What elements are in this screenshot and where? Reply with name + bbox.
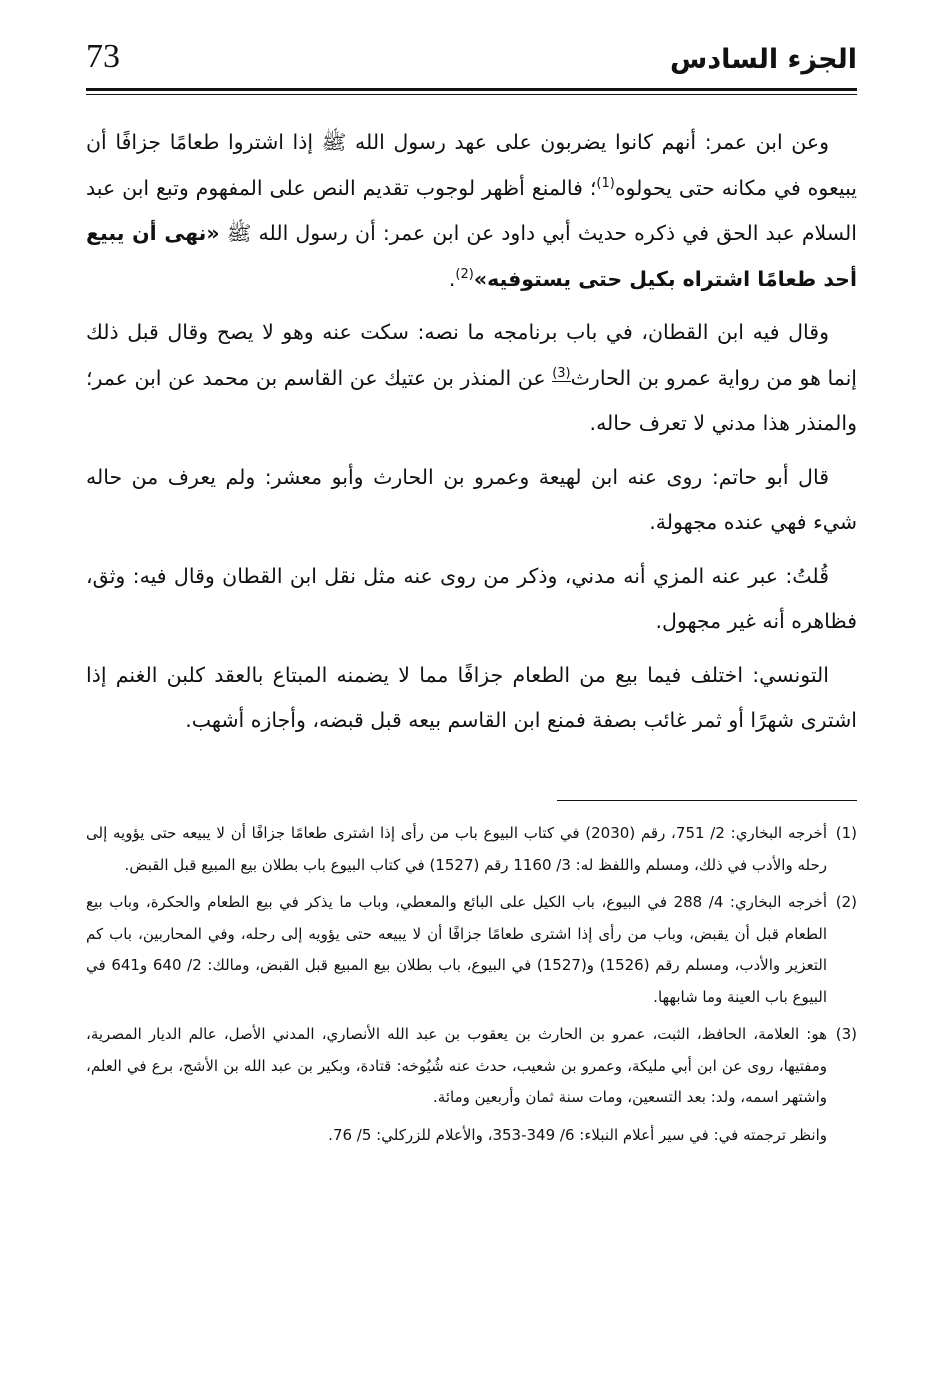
footnote-ref-2[interactable]: (2) bbox=[455, 266, 474, 282]
footnotes bbox=[86, 818, 857, 1151]
footnote-text: أخرجه البخاري: 2/ 751، رقم (2030) في كتاب البيوع باب من رأى إذا اشترى طعامًا جزافًا أن لا يبيعه حتى يؤويه إلى رحله والأدب في ذلك، ومسلم واللفظ له: 3/ 1160 رقم (1527) في كتاب البيوع باب بطلان بيع المبيع قبل القبض. bbox=[86, 824, 827, 874]
page-number: 73 bbox=[86, 38, 120, 75]
footnote-text: هو: العلامة، الحافظ، الثبت، عمرو بن الحارث بن يعقوب بن عبد الله الأنصاري، المدني الأصل، عالم الديار المصرية، ومفتيها، روى عن ابن أبي مليكة، وعمرو بن شعيب، حدث عنه شُيُوخه: قتادة، وبكير بن عبد الله بن الأشج، برع في العلم، واشتهر اسمه، ولد: بعد التسعين، ومات سنة ثمان وأربعين ومائة. bbox=[86, 1025, 827, 1106]
p2-line2b: عن المنذر بن عتيك عن القاسم بن محمد bbox=[202, 365, 553, 390]
main-text bbox=[86, 120, 857, 752]
footnote-2 bbox=[86, 887, 857, 1013]
p1-line2b: ؛ فالمنع أظهر لوجوب تقديم النص على bbox=[269, 175, 597, 200]
footnote-3-continuation: وانظر ترجمته في: في سير أعلام النبلاء: 6/ 349-353، والأعلام للزركلي: 5/ 76. bbox=[328, 1125, 827, 1144]
footnote-number: (2) bbox=[835, 893, 858, 911]
footnote-1 bbox=[86, 818, 857, 881]
paragraph-4: قُلتُ: عبر عنه المزي أنه مدني، وذكر من روى عنه مثل نقل ابن القطان وقال فيه: وثق، فظاهره أنه غير مجهول. bbox=[86, 563, 857, 633]
footnote-divider bbox=[557, 800, 857, 801]
p1-line2a: جزافًا أن يبيعوه في مكانه حتى يحولوه bbox=[86, 130, 857, 200]
footnote-ref-1[interactable]: (1) bbox=[596, 175, 615, 191]
footnote-ref-3[interactable]: (3) bbox=[552, 365, 571, 381]
p2-line2a: ذلك إنما هو من رواية عمرو بن الحارث bbox=[86, 320, 858, 390]
header-rule-thin bbox=[86, 94, 857, 95]
hadith-quote: «نهى أن يبيع أحد طعامًا اشتراه بكيل حتى يستوفيه» bbox=[86, 221, 857, 291]
p1-end: . bbox=[448, 266, 456, 291]
header-rule-thick bbox=[86, 88, 857, 91]
p1-line4a: رسول الله ﷺ bbox=[219, 221, 348, 245]
paragraph-1 bbox=[86, 120, 857, 302]
p2-line3: عن ابن عمر؛ والمنذر هذا مدني لا تعرف حاله. bbox=[86, 365, 857, 435]
paragraph-5: التونسي: اختلف فيما بيع من الطعام جزافًا مما لا يضمنه المبتاع بالعقد كلبن الغنم إذا اشترى شهرًا أو ثمر غائب بصفة فمنع ابن القاسم بيعه قبل قبضه، وأجازه أشهب. bbox=[86, 662, 857, 732]
page-header bbox=[86, 36, 857, 88]
paragraph-3: قال أبو حاتم: روى عنه ابن لهيعة وعمرو بن الحارث وأبو معشر: ولم يعرف من حاله شيء فهي عنده مجهولة. bbox=[86, 464, 857, 534]
p2-line1: وقال فيه ابن القطان، في باب برنامجه ما نصه: سكت عنه وهو لا يصح وقال قبل bbox=[127, 320, 829, 344]
p1-line1: وعن ابن عمر: أنهم كانوا يضربون على عهد رسول الله ﷺ إذا اشتروا طعامًا bbox=[169, 130, 829, 154]
paragraph-2 bbox=[86, 310, 857, 447]
running-title: الجزء السادس bbox=[670, 44, 857, 75]
footnote-text: أخرجه البخاري: 4/ 288 في البيوع، باب الكيل على البائع والمعطي، وباب ما يذكر في بيع الطعام والحكرة، وباب بيع الطعام قبل أن يقبض، وباب من رأى إذا اشترى طعامًا جزافًا أن لا يبيعه حتى يؤويه إلى رحله، وفي المحاربين، باب كم التعزير والأدب، ومسلم رقم (1526) و(1527) في البيوع، باب بطلان بيع المبيع قبل القبض، ومالك: 2/ 640 و641 في البيوع باب العينة وما شابهها. bbox=[86, 893, 828, 1006]
footnote-number: (1) bbox=[835, 824, 857, 842]
footnote-3 bbox=[86, 1019, 857, 1114]
footnote-number: (3) bbox=[835, 1025, 857, 1043]
p1-line3: المفهوم وتبع ابن عبد السلام عبد الحق في ذكره حديث أبي داود عن ابن عمر: أن bbox=[86, 175, 857, 245]
